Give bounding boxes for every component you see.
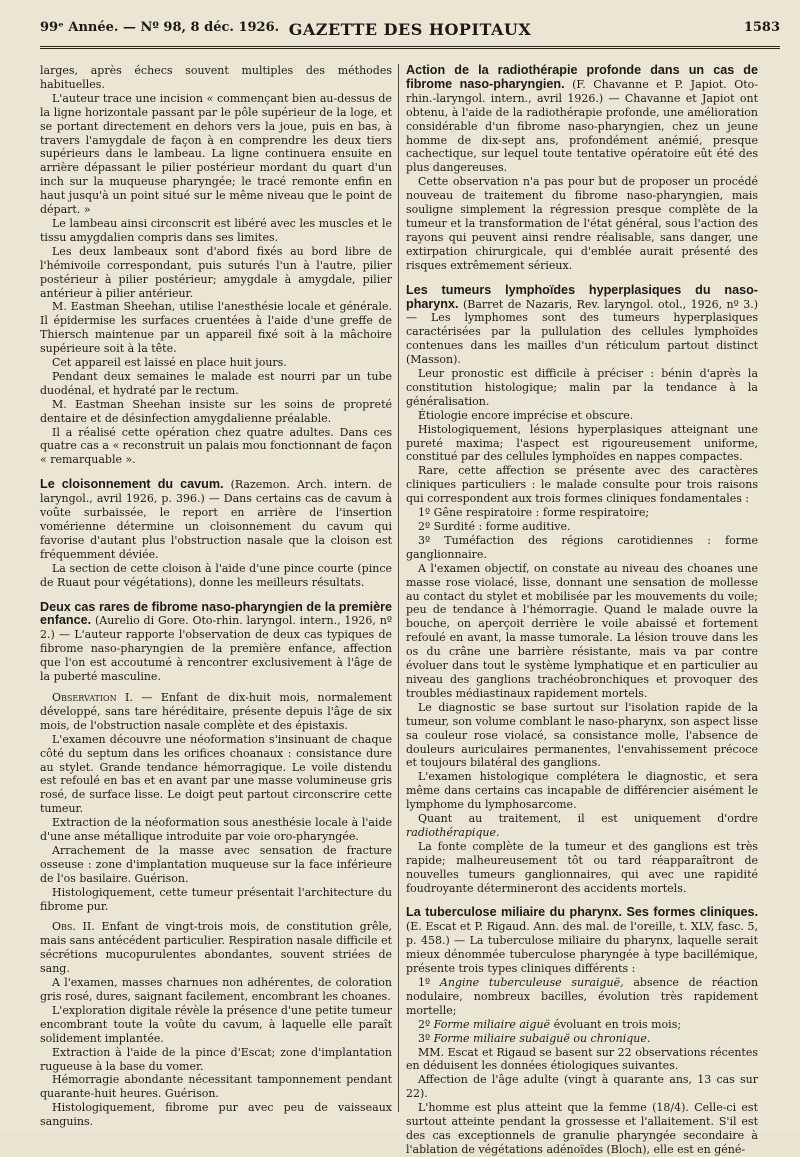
list-item: 1º Gêne respiratoire : forme respiratoire; xyxy=(418,506,650,520)
paragraph: Chavanne et Japiot ont obtenu, à l'aide de la radiothérapie profonde, une amélioration considérable d'un fibrome naso-pharyngien, chez un jeune homme de dix-sept ans, profondément anémié, presque cachectique, sur lequel toute tentative opératoire eût été des plus dangereuses. xyxy=(406,91,758,175)
column-divider xyxy=(398,64,399,1112)
paragraph: L'auteur trace une incision « commençant bien au-dessus de la ligne horizontale passant par le pôle supérieur de la loge, et se portant directement en dehors vers la joue, puis en bas, à travers l'amygdale de façon à en comprendre les deux tiers supérieurs dans le lambeau. La ligne continuera ensuite en arrière dépassant le pilier postérieur mordant du quart d'un inch sur la muqueuse pharyngée; le tracé remonte enfin en haut jusqu'à un point situé sur le même niveau que le point de départ. » xyxy=(40,91,392,217)
journal-title: GAZETTE DES HOPITAUX xyxy=(288,20,532,39)
article-fibrome-enfance xyxy=(40,601,392,684)
text-span: absence de réaction nodulaire, nombreux bacilles, évolution très rapidement mortelle; xyxy=(406,976,759,1017)
paragraph: Cette observation n'a pas pour but de proposer un procédé nouveau de traitement du fibrome naso-pharyngien, mais souligne simplement la régression presque complète de la tumeur et la transformation de l'état général, sous l'action des rayons qui peuvent ainsi rendre réalisable, sans danger, une extirpation chirurgicale, qui d'emblée aurait présenté des risques extrêmement sérieux. xyxy=(406,175,758,272)
paragraph: M. Eastman Sheehan, utilise l'anesthésie locale et générale. Il épidermise les surfaces cruentées à l'aide d'une greffe de Thiersch maintenue par un appareil fixé soit à la mâchoire supérieure soit à la tête. xyxy=(40,300,392,356)
list-number: 1º xyxy=(418,976,431,989)
paragraph: Histologiquement, cette tumeur présentait l'architecture du fibrome pur. xyxy=(40,885,392,913)
paragraph: M. Eastman Sheehan insiste sur les soins de propreté dentaire et de désinfection amygdalienne préalable. xyxy=(40,397,392,425)
paragraph: Arrachement de la masse avec sensation de fracture osseuse : zone d'implantation muqueuse sur la face inférieure de l'os basilaire. Guérison. xyxy=(40,843,392,885)
paragraph: L'homme est plus atteint que la femme (18/4). Celle-ci est surtout atteinte pendant la grossesse et l'allaitement. S'il est des cas exceptionnels de granulie pharyngée secondaire à l'ablation de végétations adénoïdes (Bloch), elle est en géné- xyxy=(406,1101,758,1156)
list-number: 2º xyxy=(418,1017,431,1031)
list-item xyxy=(406,976,758,1018)
paragraph: Cet appareil est laissé en place huit jours. xyxy=(52,356,287,370)
italic-term: Forme miliaire aiguë xyxy=(433,1017,551,1031)
paragraph: Le lambeau ainsi circonscrit est libéré avec les muscles et le tissu amygdalien compris dans ses limites. xyxy=(40,216,392,244)
paragraph: Dans certains cas de cavum à voûte surbaissée, le report en arrière de l'insertion vomérienne détermine un cloisonnement du cavum qui favorise d'autant plus l'obstruction nasale que la cloison est fréquemment déviée. xyxy=(40,492,393,561)
observation-2 xyxy=(40,920,392,976)
paragraph: Rare, cette affection se présente avec des caractères cliniques particuliers : le malade consulte pour trois raisons qui correspondent aux trois formes cliniques fondamentales : xyxy=(406,464,758,506)
list-number: 3º xyxy=(418,1031,431,1045)
list-item xyxy=(406,1032,758,1046)
italic-term: radiothérapique. xyxy=(406,825,500,839)
right-column xyxy=(406,64,758,1157)
clinical-forms-list xyxy=(406,506,758,562)
paragraph: Histologiquement, lésions hyperplasiques atteignant une pureté maxima; l'aspect est rigoureusement uniforme, constitué par des cellules lymphoïdes en nappes compactes. xyxy=(406,422,758,464)
article-title: Action de la radiothérapie profonde dans un cas de fibrome naso-pharyngien. xyxy=(406,63,758,91)
article-tumeurs-lymphoides xyxy=(406,284,758,367)
article-reference: (F. Chavanne et P. Japiot. Oto-rhin.-laryngol. intern., avril 1926.) — xyxy=(406,77,758,105)
italic-term: Angine tuberculeuse suraiguë, xyxy=(439,976,624,989)
paragraph: La fonte complète de la tumeur et des ganglions est très rapide; malheureusement tôt ou tard réapparaîtront de nouvelles tumeurs ganglionnaires, qui avec une rapidité foudroyante détermineront des accidents mortels. xyxy=(406,839,758,895)
paragraph: Histologiquement, fibrome pur avec peu de vaisseaux sanguins. xyxy=(40,1101,392,1129)
page-number: 1583 xyxy=(743,20,780,35)
left-column xyxy=(40,64,392,1129)
text-span: Quant au traitement, il est uniquement d'ordre xyxy=(418,812,758,826)
paragraph: Le diagnostic se base surtout sur l'isolation rapide de la tumeur, son volume comblant le naso-pharynx, son aspect lisse sa couleur rose violacé, sa consistance molle, l'absence de douleurs auriculaires permanentes, l'envahissement précoce et toujours bilatéral des ganglions. xyxy=(406,700,758,770)
observation-1 xyxy=(40,691,392,733)
article-reference: (E. Escat et P. Rigaud. Ann. des mal. de l'oreille, t. XLV, fasc. 5, p. 458.) — xyxy=(406,920,758,948)
paragraph: Leur pronostic est difficile à préciser : bénin d'après la constitution histologique; malin par la tendance à la généralisation. xyxy=(406,367,758,408)
paragraph: Hémorragie abondante nécessitant tamponnement pendant quarante-huit heures. Guérison. xyxy=(40,1073,392,1101)
article-reference: (Barret de Nazaris, Rev. laryngol. otol., 1926, nº 3.) — xyxy=(406,297,758,325)
paragraph: L'exploration digitale révèle la présence d'une petite tumeur encombrant toute la voûte du cavum, à laquelle elle paraît solidement implantée. xyxy=(40,1003,392,1045)
article-reference: (Razemon. Arch. intern. de laryngol., avril 1926, p. 396.) — xyxy=(40,478,392,506)
running-header xyxy=(40,16,780,44)
paragraph: Extraction de la néoformation sous anesthésie locale à l'aide d'une anse métallique introduite par voie oro-pharyngée. xyxy=(40,816,392,844)
issue-info: 99ᵉ Année. — Nº 98, 8 déc. 1926. xyxy=(40,20,280,35)
paragraph: larges, après échecs souvent multiples des méthodes habituelles. xyxy=(40,64,392,91)
paragraph: Les deux lambeaux sont d'abord fixés au bord libre de l'hémivoile correspondant, puis suturés l'un à l'autre, pilier postérieur à pilier postérieur; amygdale à amygdale, pilier antérieur à pilier antérieur. xyxy=(40,244,392,300)
header-rule xyxy=(40,46,780,49)
paragraph: La section de cette cloison à l'aide d'une pince courte (pince de Ruaut pour végétations), donne les meilleurs résultats. xyxy=(40,561,392,589)
clinical-types-list xyxy=(406,976,758,1046)
paragraph: L'auteur rapporte l'observation de deux cas typiques de fibrome naso-pharyngien de la première enfance, affection que l'on est accoutumé à rencontrer exclusivement à l'âge de la puberté masculine. xyxy=(40,628,393,684)
paragraph: Il a réalisé cette opération chez quatre adultes. Dans ces quatre cas a « reconstruit un palais mou fonctionnant de façon « remarquable ». xyxy=(40,425,392,467)
italic-term: Forme miliaire subaiguë ou chronique. xyxy=(433,1031,651,1045)
paragraph: L'examen histologique complétera le diagnostic, et sera même dans certains cas incapable de différencier aisément le lymphome du lymphosarcome. xyxy=(406,770,758,812)
paragraph: A l'examen, masses charnues non adhérentes, de coloration gris rosé, dures, saignant facilement, encombrant les choanes. xyxy=(40,976,392,1003)
article-title: Les tumeurs lymphoïdes hyperplasiques du naso-pharynx. xyxy=(406,282,758,311)
article-radiotherapie xyxy=(406,64,758,175)
article-title: La tuberculose miliaire du pharynx. Ses formes cliniques. xyxy=(406,905,758,920)
article-title: Deux cas rares de fibrome naso-pharyngien de la première enfance. xyxy=(40,599,392,628)
text-span: évoluant en trois mois; xyxy=(553,1017,682,1031)
article-tuberculose-miliaire xyxy=(406,906,758,976)
paragraph: — Enfant de dix-huit mois, normalement développé, sans tare héréditaire, présente depuis l'âge de six mois, de l'obstruction nasale complète et des épistaxis. xyxy=(40,690,392,732)
paragraph: Pendant deux semaines le malade est nourri par un tube duodénal, et hydraté par le rectum. xyxy=(40,369,392,397)
observation-label: Observation I. xyxy=(52,690,133,704)
paragraph xyxy=(406,812,758,840)
paragraph: Étiologie encore imprécise et obscure. xyxy=(418,408,634,422)
paragraph: L'examen découvre une néoformation s'insinuant de chaque côté du septum dans les orifices choanaux : consistance dure au stylet. Grande tendance hémorragique. Le voile distendu est refoulé en bas et en avant par une masse volumineuse gris rosé, de surface lisse. Le doigt peut partout circonscrire cette tumeur. xyxy=(40,732,392,816)
list-item: 2º Surdité : forme auditive. xyxy=(418,520,571,533)
article-title: Le cloisonnement du cavum. xyxy=(40,477,224,492)
article-reference: (Aurelio di Gore. Oto-rhin. laryngol. intern., 1926, nº 2.) — xyxy=(40,614,393,642)
paragraph: Affection de l'âge adulte (vingt à quarante ans, 13 cas sur 22). xyxy=(406,1073,758,1101)
paragraph: Extraction à l'aide de la pince d'Escat; zone d'implantation rugueuse à la base du vomer. xyxy=(40,1045,392,1073)
paragraph: A l'examen objectif, on constate au niveau des choanes une masse rose violacé, lisse, donnant une sensation de mollesse au contact du stylet et mobilisée par les mouvements du voile; peu de tendance à l'hémorragie. Quand le malade ouvre la bouche, on aperçoit derrière le voile abaissé et fortement refoulé en avant, la masse tumorale. La lésion trouve dans les os du crâne une barrière résistante, mais va par contre évoluer dans tout le système lymphatique et en particulier au niveau des ganglions trachéobronchiques et provoquer des troubles médiastinaux rapidement mortels. xyxy=(406,561,758,700)
observation-label: Obs. II. xyxy=(52,920,95,934)
list-item xyxy=(406,1018,758,1032)
paragraph: La tuberculose miliaire du pharynx, laquelle serait mieux dénommée tuberculose pharyngée à type bacillémique, présente trois types cliniques différents : xyxy=(406,934,758,976)
article-cloisonnement xyxy=(40,478,392,561)
list-item: 3º Tuméfaction des régions carotidiennes : forme ganglionnaire. xyxy=(406,533,758,561)
paragraph: Les lymphomes sont des tumeurs hyperplasiques caractérisées par la pullulation des cellules lymphoïdes contenues dans les mailles d'un réticulum partout distinct (Masson). xyxy=(406,311,758,367)
paragraph: Enfant de vingt-trois mois, de constitution grêle, mais sans antécédent particulier. Respiration nasale difficile et sécrétions mucopurulentes abondantes, souvent striées de sang. xyxy=(40,920,392,976)
paragraph: MM. Escat et Rigaud se basent sur 22 observations récentes en déduisent les données étiologiques suivantes. xyxy=(406,1045,758,1073)
